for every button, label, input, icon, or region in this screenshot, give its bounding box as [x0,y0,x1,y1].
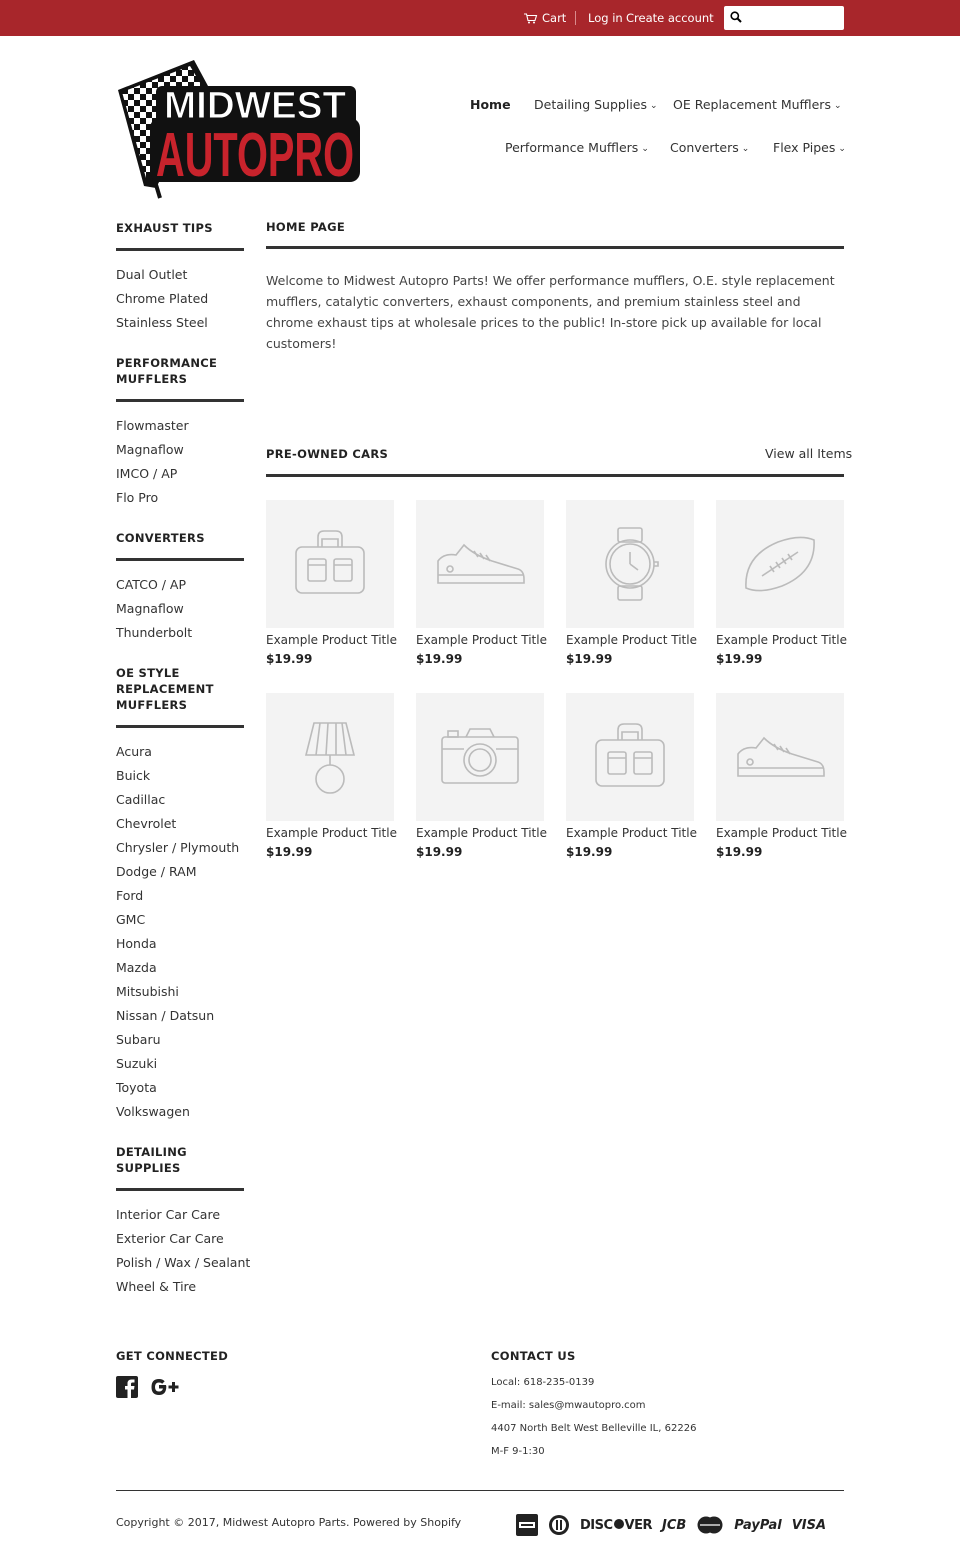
product-price: $19.99 [716,652,763,666]
nav-home[interactable] [470,97,511,112]
nav-oe-mufflers[interactable] [673,97,842,112]
sidebar-link[interactable]: Magnaflow [116,601,184,616]
discover-label-tail: VER [624,1517,652,1533]
sidebar-link[interactable]: Ford [116,888,144,903]
discover-icon [580,1518,652,1533]
divider [266,246,844,249]
nav-converters-label: Converters [670,140,739,155]
collection-title: PRE-OWNED CARS [266,447,389,461]
create-account-link[interactable]: Create account [626,11,714,25]
contact-hours: M-F 9-1:30 [491,1446,545,1457]
product-card[interactable] [416,500,547,666]
sidebar-heading: EXHAUST TIPS [116,221,213,235]
chevron-down-icon: ⌄ [741,144,750,154]
product-price: $19.99 [566,652,613,666]
product-price: $19.99 [716,845,763,859]
product-card[interactable] [416,693,547,859]
product-image[interactable] [566,500,694,628]
chevron-down-icon: ⌄ [641,144,649,154]
sidebar-link[interactable]: Mazda [116,960,157,975]
top-bar [0,0,960,36]
sidebar-link[interactable]: Flowmaster [116,418,189,433]
search-icon[interactable] [730,11,742,23]
product-image[interactable] [266,500,394,628]
view-all-link[interactable]: View all Items [765,446,853,461]
sidebar-section [116,1144,251,1299]
product-price: $19.99 [416,845,463,859]
sidebar-link[interactable]: Chrome Plated [116,291,209,306]
cart-label: Cart [542,11,567,25]
watch-icon [600,526,660,602]
logo-line1: MIDWEST [164,85,346,127]
payment-icons [516,1514,826,1536]
visa-icon: VISA [791,1517,827,1533]
sidebar-link[interactable]: Chevrolet [116,816,177,831]
sidebar-link[interactable]: Chrysler / Plymouth [116,840,240,855]
sidebar-link[interactable]: Nissan / Datsun [116,1008,215,1023]
sidebar-link[interactable]: Thunderbolt [116,625,193,640]
sidebar-link[interactable]: Mitsubishi [116,984,179,999]
product-card[interactable] [566,693,697,859]
search-input[interactable] [748,8,840,28]
product-title[interactable]: Example Product Title [716,826,847,840]
product-price: $19.99 [566,845,613,859]
cart-link[interactable] [524,11,566,25]
bag-icon [590,722,670,792]
nav-flex-label: Flex Pipes [773,140,836,155]
cart-icon [524,13,537,24]
sidebar-link[interactable]: Polish / Wax / Sealant [116,1255,251,1270]
sidebar-section [116,530,244,645]
nav-performance-label: Performance Mufflers [505,140,639,155]
chevron-down-icon: ⌄ [838,144,846,154]
nav-detailing[interactable] [534,97,658,112]
divider [266,474,844,477]
product-image[interactable] [566,693,694,821]
football-icon [742,536,818,592]
store-logo[interactable] [116,58,362,198]
sidebar [116,220,251,1299]
camera-icon [440,727,520,787]
login-link[interactable]: Log in [588,11,623,25]
discover-label: DISC [580,1517,613,1533]
sidebar-link[interactable]: Acura [116,744,152,759]
sidebar-link[interactable]: CATCO / AP [116,577,187,592]
nav-oe-label: OE Replacement Mufflers [673,97,831,112]
welcome-text: Welcome to Midwest Autopro Parts! We offer performance mufflers, O.E. style replacement mufflers, catalytic converters, exhaust components, and premium stainless steel and chrome exhaust tips at wholesale prices to the public! In-store pick up available for local customers! [266,273,835,351]
product-title[interactable]: Example Product Title [266,633,397,647]
product-image[interactable] [416,693,544,821]
sidebar-link[interactable]: Interior Car Care [116,1207,221,1222]
contact-email: E-mail: sales@mwautopro.com [491,1400,646,1411]
sidebar-link[interactable]: Exterior Car Care [116,1231,224,1246]
product-image[interactable] [266,693,394,821]
product-price: $19.99 [266,652,313,666]
jcb-icon: JCB [661,1517,687,1533]
product-card[interactable] [566,500,697,666]
logo-line2: AUTOPRO [156,121,354,190]
sidebar-section [116,220,244,335]
sidebar-heading: CONVERTERS [116,531,205,545]
divider [116,725,244,728]
shoe-icon [434,541,526,587]
divider [116,1188,244,1191]
sidebar-link[interactable]: Magnaflow [116,442,184,457]
page-title: HOME PAGE [266,220,345,234]
footer-heading-contact: CONTACT US [491,1349,576,1363]
sidebar-section [116,355,244,510]
nav-home-label: Home [470,97,511,112]
divider [116,558,244,561]
sidebar-link[interactable]: Honda [116,936,157,951]
sidebar-link[interactable]: Suzuki [116,1056,158,1071]
product-title[interactable]: Example Product Title [416,826,547,840]
nav-flex-pipes[interactable] [773,140,846,155]
nav-detailing-label: Detailing Supplies [534,97,648,112]
divider [116,399,244,402]
logo-image [116,58,362,198]
shoe-icon [734,734,826,780]
nav-performance[interactable] [505,140,649,155]
sidebar-link[interactable]: Subaru [116,1032,161,1047]
sidebar-link[interactable]: Volkswagen [116,1104,190,1119]
product-image[interactable] [416,500,544,628]
chevron-down-icon: ⌄ [833,101,842,111]
divider [116,1490,844,1491]
product-image[interactable] [716,693,844,821]
sidebar-link[interactable]: IMCO / AP [116,466,178,481]
diners-club-icon [548,1514,570,1536]
product-price: $19.99 [266,845,313,859]
sidebar-link[interactable]: Dual Outlet [116,267,188,282]
product-price: $19.99 [416,652,463,666]
product-image[interactable] [716,500,844,628]
sidebar-link[interactable]: Stainless Steel [116,315,208,330]
sidebar-heading: PERFORMANCE MUFFLERS [116,356,218,386]
divider [575,11,576,25]
product-title[interactable]: Example Product Title [416,633,547,647]
sidebar-link[interactable]: Cadillac [116,792,166,807]
sidebar-heading: OE STYLE REPLACEMENT MUFFLERS [116,666,214,712]
sidebar-link[interactable]: Flo Pro [116,490,159,505]
contact-address: 4407 North Belt West Belleville IL, 62226 [491,1423,697,1434]
product-title[interactable]: Example Product Title [266,826,397,840]
sidebar-section [116,665,244,1124]
paypal-icon: PayPal [734,1517,782,1533]
sidebar-heading: DETAILING SUPPLIES [116,1145,187,1175]
product-title[interactable]: Example Product Title [716,633,847,647]
chevron-down-icon: ⌄ [650,101,658,111]
search-box [724,6,844,30]
facebook-icon[interactable] [116,1376,138,1398]
product-card[interactable] [716,500,847,666]
mastercard-icon [696,1516,724,1534]
divider [116,248,244,251]
sidebar-link[interactable]: Dodge / RAM [116,864,197,879]
footer-heading-connected: GET CONNECTED [116,1349,229,1363]
product-title[interactable]: Example Product Title [566,633,697,647]
sidebar-link[interactable]: Wheel & Tire [116,1279,197,1294]
product-title[interactable]: Example Product Title [566,826,697,840]
product-card[interactable] [266,693,397,859]
product-card[interactable] [716,693,847,859]
american-express-icon [516,1514,538,1536]
sidebar-link[interactable]: Buick [116,768,151,783]
contact-phone: Local: 618-235-0139 [491,1377,595,1388]
lamp-icon [302,719,358,795]
nav-converters[interactable] [670,140,749,155]
bag-icon [290,529,370,599]
sidebar-link[interactable]: Toyota [116,1080,157,1095]
product-card[interactable] [266,500,397,666]
sidebar-link[interactable]: GMC [116,912,146,927]
google-plus-icon[interactable] [150,1376,182,1398]
copyright: Copyright © 2017, Midwest Autopro Parts. Powered by Shopify [116,1516,462,1529]
